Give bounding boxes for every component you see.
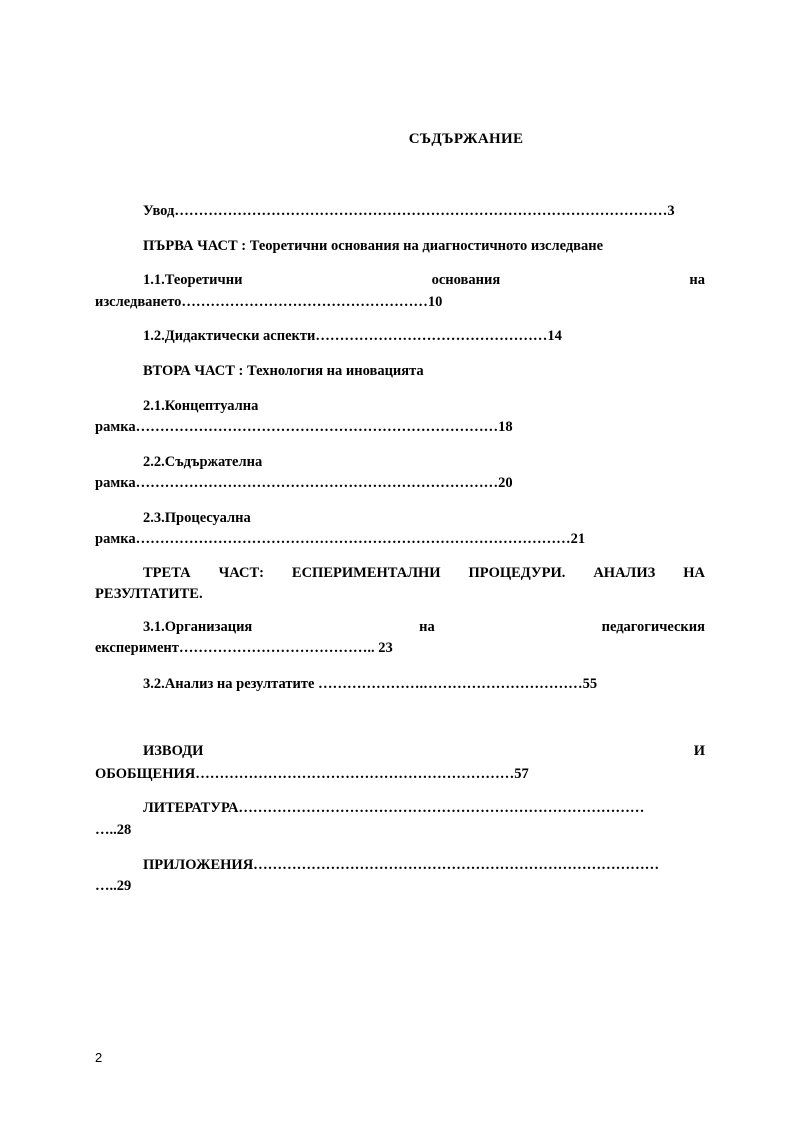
toc-part3-heading-line2: РЕЗУЛТАТИТЕ. bbox=[95, 586, 203, 602]
toc-appendices: ПРИЛОЖЕНИЯ………………………………………………………………………… bbox=[143, 857, 660, 873]
toc-part2-heading: ВТОРА ЧАСТ : Технология на иновацията bbox=[143, 363, 424, 379]
toc-literature: ЛИТЕРАТУРА………………………………………………………………………… bbox=[143, 800, 645, 816]
toc-part1-heading: ПЪРВА ЧАСТ : Теоретични основания на диагностичното изследване bbox=[143, 238, 604, 254]
toc-entry-1-1-word2: основания bbox=[431, 272, 501, 288]
toc-entry-2-3: 2.3.Процесуална bbox=[143, 510, 251, 526]
toc-entry-1-1-line2: изследването……………………………………………10 bbox=[95, 294, 443, 310]
toc-entry-3-1 bbox=[143, 618, 705, 636]
toc-conclusions-word1: ИЗВОДИ bbox=[143, 743, 204, 759]
toc-entry-2-2: 2.2.Съдържателна bbox=[143, 454, 263, 470]
toc-conclusions-line2: ОБОБЩЕНИЯ…………………………………………………………57 bbox=[95, 766, 529, 782]
toc-part3-word2: ЧАСТ: bbox=[218, 565, 264, 581]
toc-part3-word1: ТРЕТА bbox=[143, 565, 191, 581]
toc-entry-1-1 bbox=[143, 271, 705, 289]
toc-entry-3-1-line2: експеримент………………………………….. 23 bbox=[95, 640, 393, 656]
page-number: 2 bbox=[95, 1050, 103, 1065]
toc-entry-2-3-line2: рамка………………………………………………………………………………21 bbox=[95, 531, 586, 547]
toc-entry-2-1-line2: рамка…………………………………………………………………18 bbox=[95, 419, 513, 435]
toc-conclusions-word2: И bbox=[693, 743, 705, 759]
toc-entry-3-1-word3: педагогическия bbox=[601, 619, 705, 635]
toc-literature-line2: …..28 bbox=[95, 822, 132, 838]
toc-entry-3-1-word2: на bbox=[419, 619, 435, 635]
page-title: СЪДЪРЖАНИЕ bbox=[408, 131, 524, 147]
toc-entry-2-2-line2: рамка…………………………………………………………………20 bbox=[95, 475, 513, 491]
toc-entry-1-2: 1.2.Дидактически аспекти…………………………………………14 bbox=[143, 328, 562, 344]
toc-part3-word5: АНАЛИЗ bbox=[593, 565, 656, 581]
toc-entry-1-1-word1: 1.1.Теоретични bbox=[143, 272, 243, 288]
toc-part3-heading bbox=[143, 564, 705, 582]
toc-part3-word4: ПРОЦЕДУРИ. bbox=[468, 565, 566, 581]
toc-appendices-line2: …..29 bbox=[95, 878, 132, 894]
toc-part3-word6: НА bbox=[683, 565, 705, 581]
toc-entry-3-2: 3.2.Анализ на резултатите ………………….……………………………55 bbox=[143, 676, 598, 692]
toc-conclusions bbox=[143, 742, 705, 760]
toc-entry-2-1: 2.1.Концептуална bbox=[143, 398, 259, 414]
toc-entry-intro: Увод…………………………………………………………………………………………3 bbox=[143, 203, 675, 219]
toc-entry-1-1-word3: на bbox=[689, 272, 705, 288]
toc-part3-word3: ЕСПЕРИМЕНТАЛНИ bbox=[291, 565, 441, 581]
toc-entry-3-1-word1: 3.1.Организация bbox=[143, 619, 253, 635]
